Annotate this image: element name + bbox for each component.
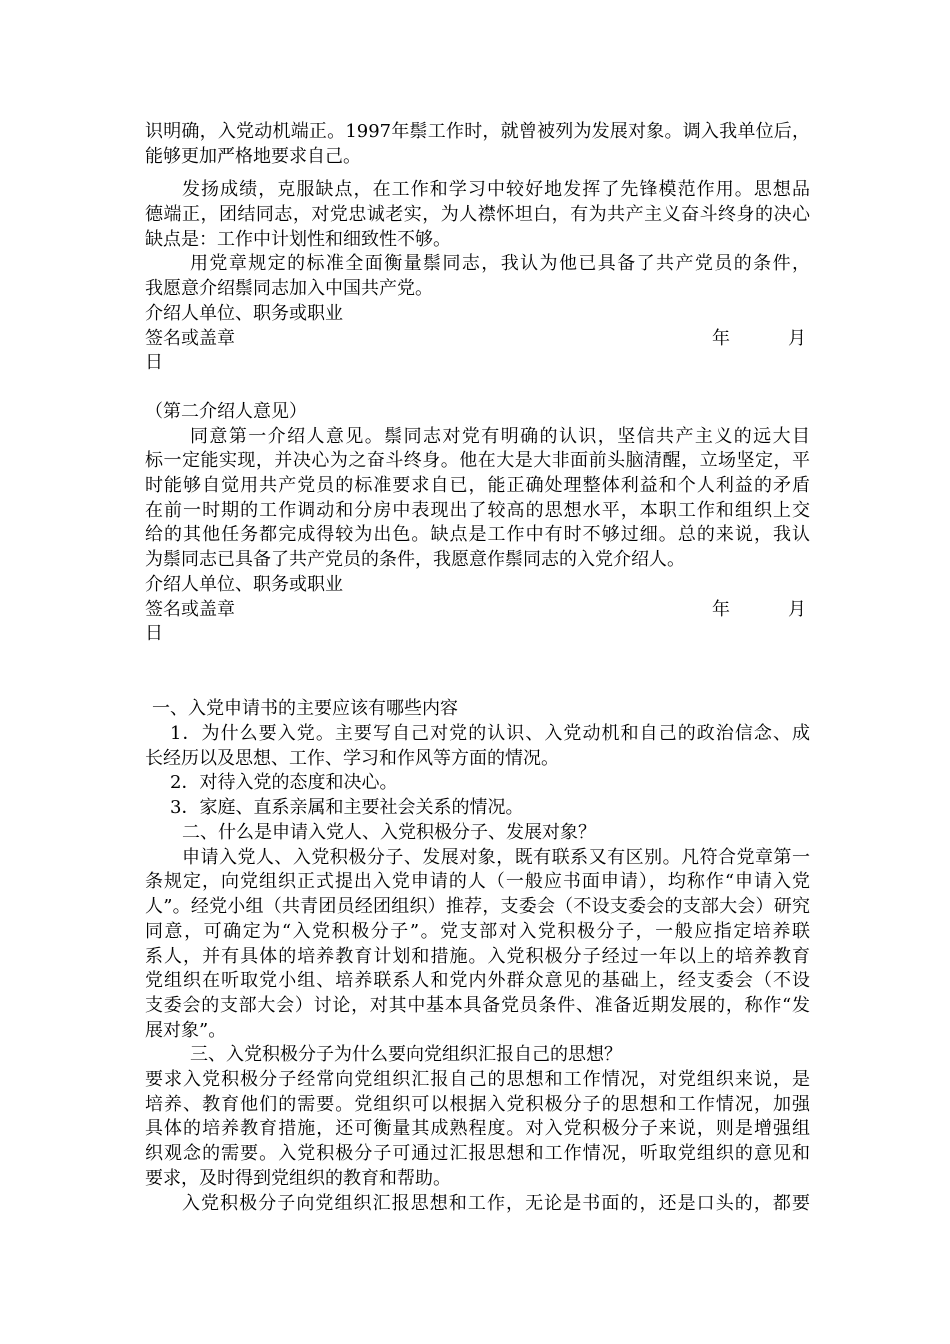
s3-para3-line-4: 织观念的需要。入党积极分子可通过汇报思想和工作情况，听取党组织的意见和 xyxy=(145,1143,810,1164)
s1-sign-label: 签名或盖章 xyxy=(145,328,235,349)
s1-line-2: 能够更加严格地要求自己。 xyxy=(145,146,361,167)
s2-line-2: 标一定能实现，并决心为之奋斗终身。他在大是大非面前头脑清醒，立场坚定，平 xyxy=(145,450,810,471)
s3-para2-line-7: 支委会的支部大会）讨论，对其中基本具备党员条件、准备近期发展的，称作“发 xyxy=(145,995,810,1016)
s2-line-3: 时能够自觉用共产党员的标准要求自已，能正确处理整体利益和个人利益的矛盾 xyxy=(145,475,810,496)
s2-line-1: 同意第一介绍人意见。鬃同志对党有明确的认识，坚信共产主义的远大目 xyxy=(190,426,810,447)
s1-month-label: 月 xyxy=(788,328,806,349)
s1-line-4: 德端正，团结同志，对党忠诚老实，为人襟怀坦白，有为共产主义奋斗终身的决心 xyxy=(145,204,810,225)
s1-unit-label: 介绍人单位、职务或职业 xyxy=(145,303,343,324)
s1-line-3: 发扬成绩，克服缺点，在工作和学习中较好地发挥了先锋模范作用。思想品 xyxy=(182,179,810,200)
s1-year-label: 年 xyxy=(712,328,730,349)
s3-para2-line-6: 党组织在听取党小组、培养联系人和党内外群众意见的基础上，经支委会（不设 xyxy=(145,970,810,991)
s3-para2-line-5: 系人，并有具体的培养教育计划和措施。入党积极分子经过一年以上的培养教育 xyxy=(145,946,810,967)
s3-para2-line-3: 人”。经党小组（共青团员经团组织）推荐，支委会（不设支委会的支部大会）研究 xyxy=(145,896,810,917)
s1-line-5: 缺点是：工作中计划性和细致性不够。 xyxy=(145,229,451,250)
s2-sign-label: 签名或盖章 xyxy=(145,599,235,620)
s3-para2-line-8: 展对象”。 xyxy=(145,1020,227,1041)
s1-line-1: 识明确，入党动机端正。1997年鬃工作时，就曾被列为发展对象。调入我单位后， xyxy=(145,121,810,142)
s2-line-5: 给的其他任务都完成得较为出色。缺点是工作中有时不够过细。总的来说，我认 xyxy=(145,524,810,545)
s2-day-label: 日 xyxy=(145,623,163,644)
s2-heading: （第二介绍人意见） xyxy=(145,401,307,422)
s3-para3-line-5: 要求，及时得到党组织的教育和帮助。 xyxy=(145,1168,451,1189)
s3-para3-line-6: 入党积极分子向党组织汇报思想和工作，无论是书面的，还是口头的，都要 xyxy=(182,1193,810,1214)
s3-heading-2: 二、什么是申请入党人、入党积极分子、发展对象？ xyxy=(182,822,596,843)
s3-item1-line1: 1．为什么要入党。主要写自己对党的认识、入党动机和自己的政治信念、成 xyxy=(170,723,810,744)
s3-item1-line2: 长经历以及思想、工作、学习和作风等方面的情况。 xyxy=(145,748,559,769)
s3-item2: 2．对待入党的态度和决心。 xyxy=(170,772,398,793)
s2-year-label: 年 xyxy=(712,599,730,620)
s1-day-label: 日 xyxy=(145,352,163,373)
s3-para3-line-3: 具体的培养教育措施，还可衡量其成熟程度。对入党积极分子来说，则是增强组 xyxy=(145,1118,810,1139)
s3-para2-line-2: 条规定，向党组织正式提出入党申请的人（一般应书面申请），均称作“申请入党 xyxy=(145,871,810,892)
s3-para2-line-1: 申请入党人、入党积极分子、发展对象，既有联系又有区别。凡符合党章第一 xyxy=(182,847,810,868)
s2-line-4: 在前一时期的工作调动和分房中表现出了较高的思想水平，本职工作和组织上交 xyxy=(145,500,810,521)
s3-heading-3: 三、入党积极分子为什么要向党组织汇报自己的思想？ xyxy=(190,1044,622,1065)
s3-para2-line-4: 同意，可确定为“入党积极分子”。党支部对入党积极分子，一般应指定培养联 xyxy=(145,921,810,942)
s2-month-label: 月 xyxy=(788,599,806,620)
s3-para3-line-1: 要求入党积极分子经常向党组织汇报自己的思想和工作情况，对党组织来说，是 xyxy=(145,1069,810,1090)
s3-para3-line-2: 培养、教育他们的需要。党组织可以根据入党积极分子的思想和工作情况，加强 xyxy=(145,1094,810,1115)
s3-heading-1: 一、入党申请书的主要应该有哪些内容 xyxy=(152,698,458,719)
s2-unit-label: 介绍人单位、职务或职业 xyxy=(145,574,343,595)
s2-line-6: 为鬃同志已具备了共产党员的条件，我愿意作鬃同志的入党介绍人。 xyxy=(145,549,685,570)
s1-line-6: 用党章规定的标准全面衡量鬃同志，我认为他已具备了共产党员的条件， xyxy=(190,253,810,274)
s3-item3: 3．家庭、直系亲属和主要社会关系的情况。 xyxy=(170,797,524,818)
s1-line-7: 我愿意介绍鬃同志加入中国共产党。 xyxy=(145,278,433,299)
